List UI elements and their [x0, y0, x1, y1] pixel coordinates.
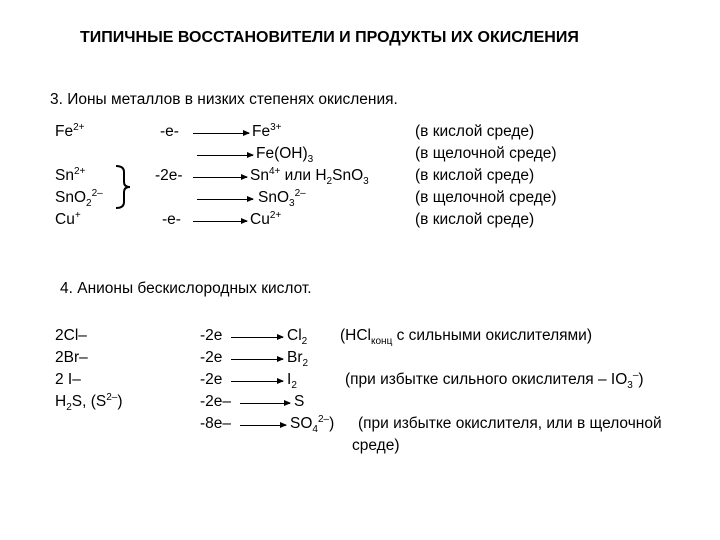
product-so4: $SO_4^{2-}$): [290, 414, 335, 435]
note-hcl: (HCl$_{конц}$ с сильными окислителями): [340, 327, 592, 347]
note-so4-line1: (при избытке окислителя, или в щелочной: [358, 415, 662, 432]
reaction-arrow: [193, 133, 249, 134]
electron-label: -2e–: [200, 393, 232, 410]
product-s: S: [294, 393, 305, 410]
electron-label: -8e–: [200, 415, 232, 432]
product-br2: $Br_2$: [287, 349, 309, 369]
section-4-heading: 4. Анионы бескислородных кислот.: [60, 280, 312, 297]
electron-label: -2e: [200, 371, 223, 388]
section-3-heading: 3. Ионы металлов в низких степенях окисления.: [50, 91, 398, 108]
grouping-brace: [112, 164, 132, 210]
product-cl2: $Cl_2$: [287, 327, 308, 347]
reaction-arrow: [231, 359, 283, 360]
page-title: ТИПИЧНЫЕ ВОССТАНОВИТЕЛИ И ПРОДУКТЫ ИХ ОКИСЛЕНИЯ: [80, 29, 579, 46]
condition-label: (в кислой среде): [415, 167, 535, 184]
electron-label: -2e: [200, 327, 223, 344]
reactant-cl: 2Cl–: [55, 327, 87, 344]
electron-label: -2e: [200, 349, 223, 366]
condition-label: (в кислой среде): [415, 123, 535, 140]
note-io3: (при избытке сильного окислителя – $IO_3^-$): [345, 370, 644, 391]
reaction-arrow: [240, 425, 286, 426]
condition-label: (в щелочной среде): [415, 189, 557, 206]
reaction-arrow: [197, 199, 253, 200]
product-fe3: $Fe^{3+}$: [252, 122, 282, 140]
reactant-cu: Cu+: [55, 210, 81, 228]
electron-label: -2е-: [155, 167, 183, 184]
product-cu2: $Cu^{2+}$: [250, 210, 282, 228]
condition-label: (в кислой среде): [415, 211, 535, 228]
condition-label: (в щелочной среде): [415, 145, 557, 162]
electron-label: -е-: [160, 123, 179, 140]
product-sn4: $Sn^{4+}$ или $H_2SnO_3$: [250, 166, 369, 187]
note-so4-line2: среде): [352, 437, 400, 454]
reactant-h2s: $H_2S$, $(S^{2-})$: [55, 392, 123, 413]
reaction-arrow: [231, 337, 283, 338]
reactant-br: 2Br–: [55, 349, 88, 366]
reactant-sno2: SnO$_2^{2-}$: [55, 188, 103, 209]
electron-label: -е-: [162, 211, 181, 228]
reactant-sn2: $Sn^{2+}$: [55, 166, 86, 184]
reaction-arrow: [231, 381, 283, 382]
reactant-fe2: $Fe^{2+}$: [55, 122, 85, 140]
reactant-i: 2 I–: [55, 371, 81, 388]
reaction-arrow: [197, 155, 253, 156]
reaction-arrow: [193, 221, 247, 222]
product-feoh3: $Fe(OH)_3$: [256, 145, 314, 165]
reaction-arrow: [193, 177, 247, 178]
product-i2: $I_2$: [287, 371, 297, 391]
product-sno3: SnO$_3^{2-}$: [258, 188, 306, 209]
reaction-arrow: [240, 403, 290, 404]
